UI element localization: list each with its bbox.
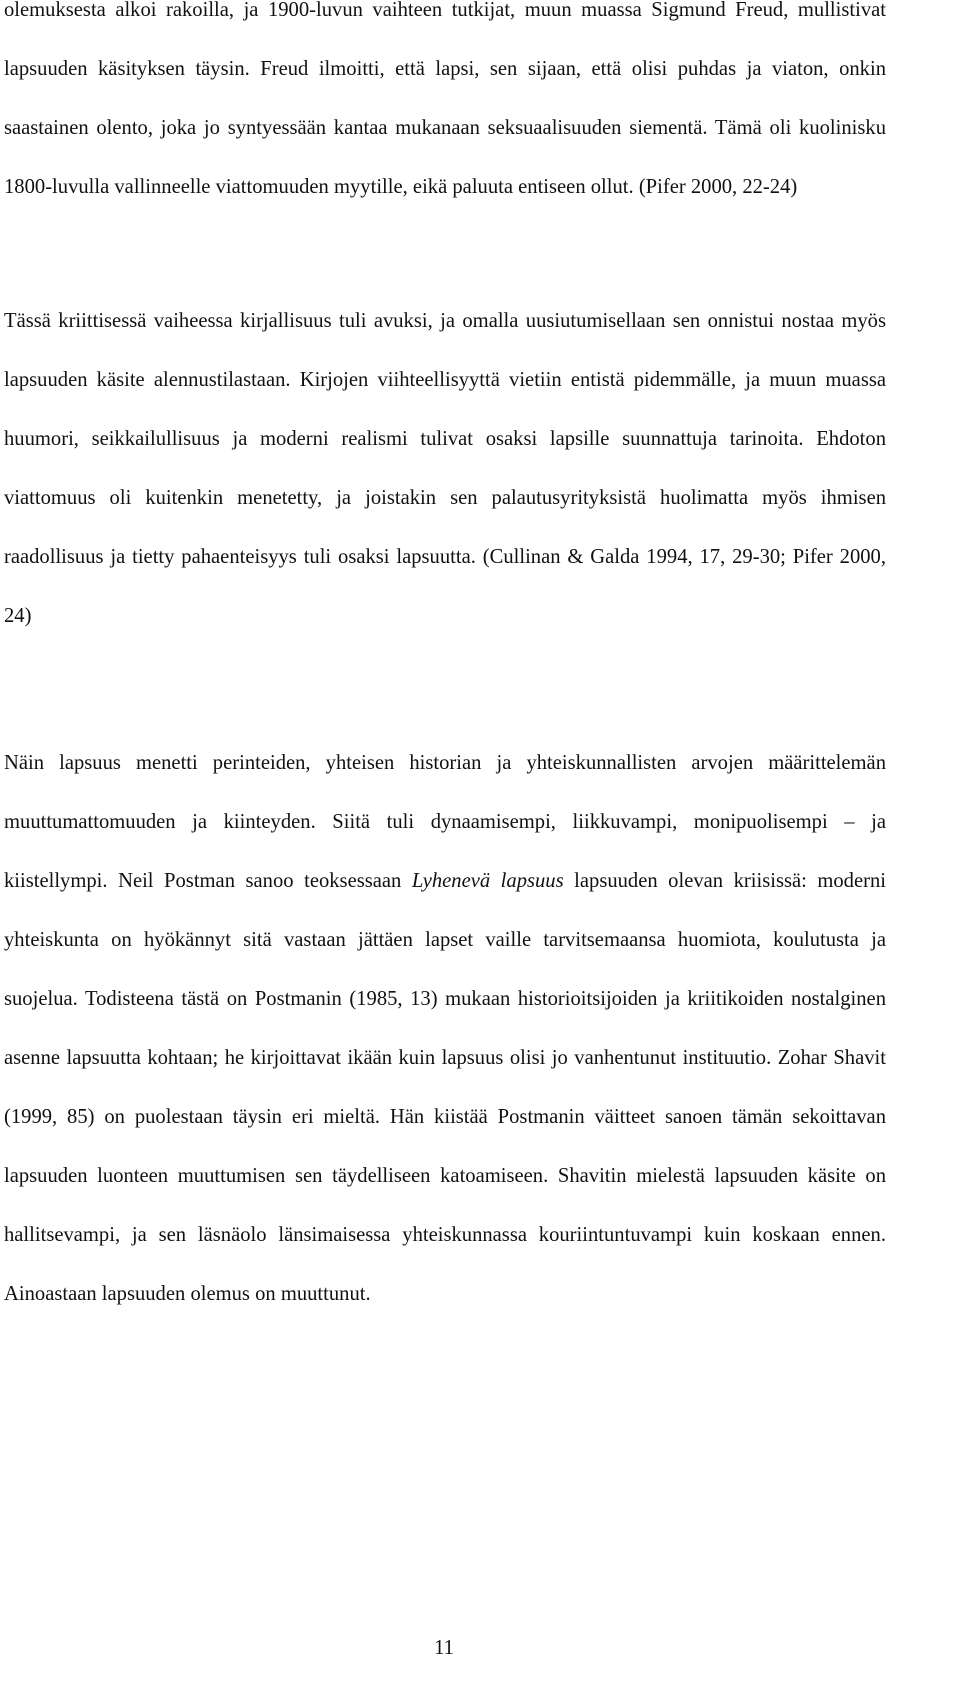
page-number: 11: [434, 1637, 454, 1659]
book-title-italic: Lyhenevä lapsuus: [411, 870, 564, 892]
paragraph-postman-shavit: [4, 734, 886, 1324]
paragraph-text-after-title: lapsuuden olevan kriisissä: moderni yhteiskunta on hyökännyt sitä vastaan jättäen lapset vaille tarvitsemaansa huomiota, koulutusta ja suojelua. Todisteena tästä on Postmanin (1985, 13) mukaan historioitsijoiden ja kriitikoiden nostalginen asenne lapsuutta kohtaan; he kirjoittavat ikään kuin lapsuus olisi jo vanhentunut instituutio. Zohar Shavit (1999, 85) on puolestaan täysin eri mieltä. Hän kiistää Postmanin väitteet sanoen tämän sekoittavan lapsuuden luonteen muuttumisen sen täydelliseen katoamiseen. Shavitin mielestä lapsuuden käsite on hallitsevampi, ja sen läsnäolo länsimaisessa yhteiskunnassa kouriintuntuvampi kuin koskaan ennen. Ainoastaan lapsuuden olemus on muuttunut.: [4, 870, 886, 1305]
paragraph-text-before-title: Näin lapsuus menetti perinteiden, yhteisen historian ja yhteiskunnallisten arvojen määrittelemän muuttumattomuuden ja kiinteyden. Siitä tuli dynaamisempi, liikkuvampi, monipuolisempi – ja kiistellympi. Neil Postman sanoo teoksessaan: [4, 752, 886, 892]
paragraph-literature-renewal: Tässä kriittisessä vaiheessa kirjallisuus tuli avuksi, ja omalla uusiutumisellaan sen onnistui nostaa myös lapsuuden käsite alennustilastaan. Kirjojen viihteellisyyttä vietiin entistä pidemmälle, ja muun muassa huumori, seikkailullisuus ja moderni realismi tulivat osaksi lapsille suunnattuja tarinoita. Ehdoton viattomuus oli kuitenkin menetetty, ja joistakin sen palautusyrityksistä huolimatta myös ihmisen raadollisuus ja tietty pahaenteisyys tuli osaksi lapsuutta. (Cullinan & Galda 1994, 17, 29-30; Pifer 2000, 24): [4, 310, 886, 627]
paragraph-childhood-innocence: olemuksesta alkoi rakoilla, ja 1900-luvun vaihteen tutkijat, muun muassa Sigmund Freud, mullistivat lapsuuden käsityksen täysin. Freud ilmoitti, että lapsi, sen sijaan, että olisi puhdas ja viaton, onkin saastainen olento, joka jo syntyessään kantaa mukanaan seksuaalisuuden siementä. Tämä oli kuolinisku 1800-luvulla vallinneelle viattomuuden myytille, eikä paluuta entiseen ollut. (Pifer 2000, 22-24): [4, 0, 886, 198]
